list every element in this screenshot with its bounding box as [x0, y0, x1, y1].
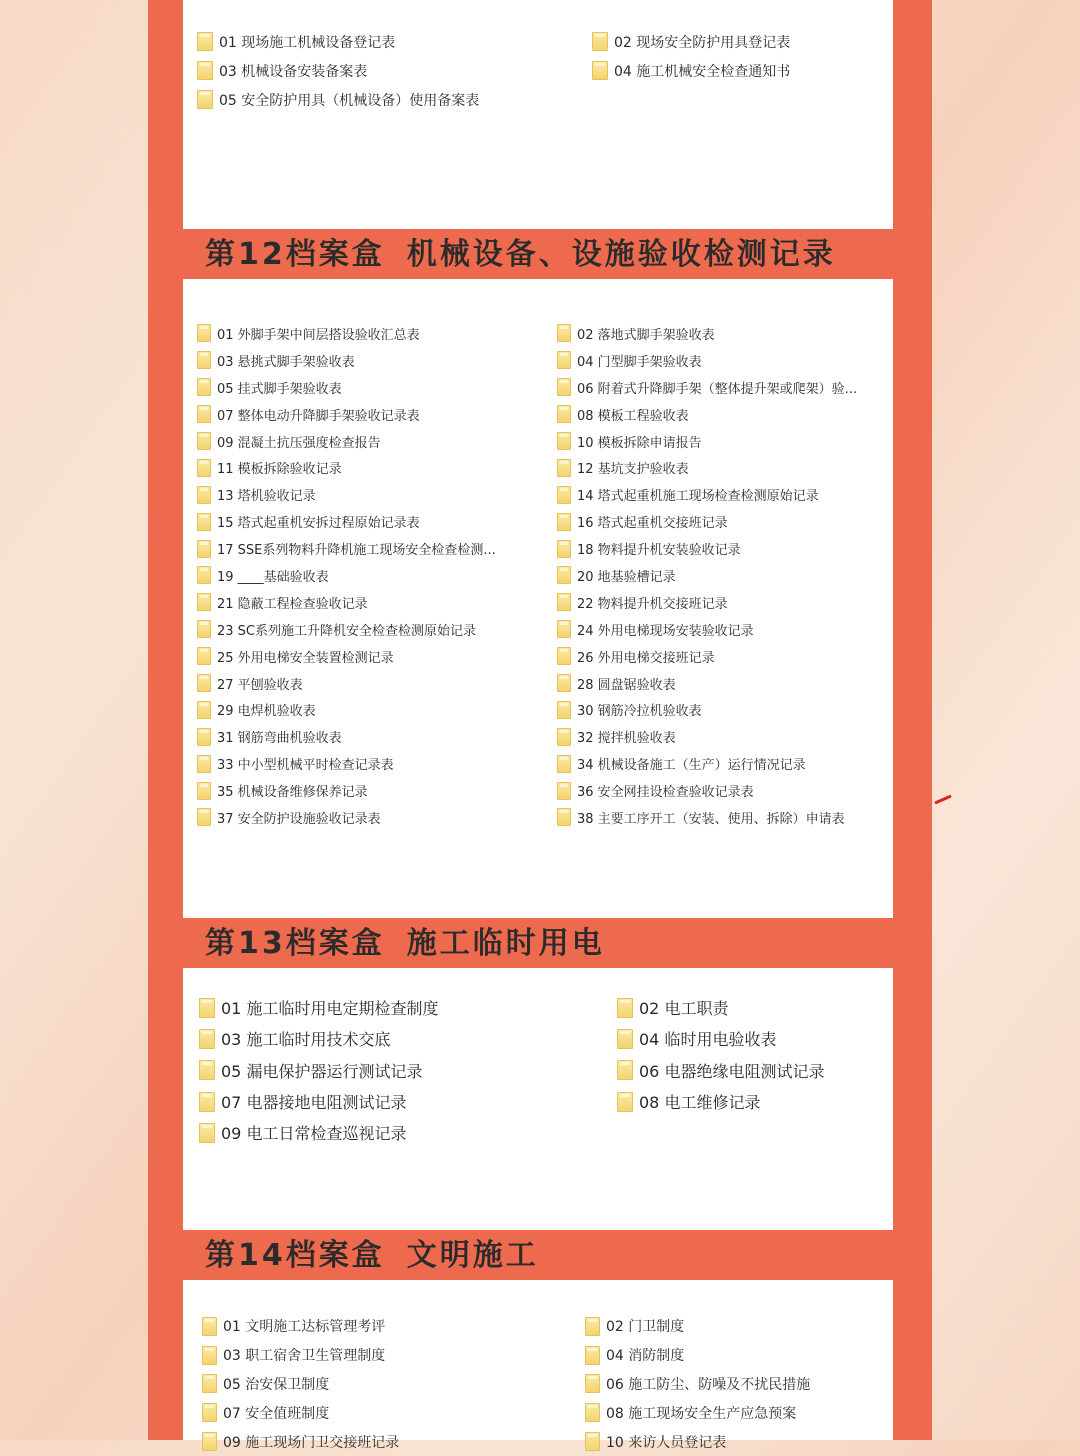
file-item-label: 14 塔式起重机施工现场检查检测原始记录	[577, 489, 819, 505]
file-item[interactable]	[197, 401, 547, 428]
folder-icon	[585, 1403, 600, 1422]
file-item[interactable]	[557, 401, 882, 428]
file-item-label: 38 主要工序开工（安装、使用、拆除）申请表	[577, 811, 845, 827]
file-item[interactable]	[557, 616, 882, 643]
folder-icon	[197, 459, 211, 477]
file-item-label: 04 施工机械安全检查通知书	[614, 63, 791, 80]
folder-icon	[199, 1092, 215, 1112]
file-item-label: 07 整体电动升降脚手架验收记录表	[217, 408, 420, 424]
folder-icon	[197, 728, 211, 746]
file-item[interactable]	[557, 428, 882, 455]
folder-icon	[592, 32, 608, 51]
file-item[interactable]	[197, 535, 547, 562]
file-item-label: 07 安全值班制度	[223, 1405, 330, 1422]
file-item[interactable]	[557, 643, 882, 670]
folder-icon	[557, 593, 571, 611]
folder-icon	[202, 1403, 217, 1422]
file-item-label: 07 电器接地电阻测试记录	[221, 1093, 407, 1113]
file-item-label: 02 门卫制度	[606, 1319, 685, 1336]
file-item[interactable]	[197, 616, 547, 643]
folder-icon	[197, 405, 211, 423]
section-14-left-column	[202, 1312, 572, 1456]
file-item[interactable]	[557, 723, 882, 750]
file-item[interactable]	[592, 56, 882, 85]
file-item[interactable]	[197, 750, 547, 777]
file-item[interactable]	[557, 481, 882, 508]
file-item-label: 04 临时用电验收表	[639, 1030, 777, 1050]
file-item[interactable]	[202, 1370, 572, 1399]
file-item[interactable]	[199, 1055, 599, 1086]
folder-icon	[617, 998, 633, 1018]
file-item-label: 36 安全网挂设检查验收记录表	[577, 785, 754, 801]
folder-icon	[202, 1432, 217, 1451]
folder-icon	[197, 593, 211, 611]
folder-icon	[617, 1029, 633, 1049]
file-item-label: 17 SSE系列物料升降机施工现场安全检查检测...	[217, 543, 496, 559]
folder-icon	[557, 808, 571, 826]
section-13-right-column	[617, 992, 877, 1117]
file-item[interactable]	[202, 1341, 572, 1370]
file-item-label: 03 职工宿舍卫生管理制度	[223, 1348, 386, 1365]
folder-icon	[197, 701, 211, 719]
file-item-label: 10 来访人员登记表	[606, 1434, 727, 1451]
folder-icon	[197, 378, 211, 396]
file-item[interactable]	[585, 1398, 880, 1427]
file-item-label: 21 隐蔽工程检查验收记录	[217, 596, 368, 612]
file-item[interactable]	[199, 1117, 599, 1148]
file-item-label: 01 施工临时用电定期检查制度	[221, 999, 439, 1019]
folder-icon	[557, 459, 571, 477]
file-item-label: 29 电焊机验收表	[217, 704, 316, 720]
file-item-label: 02 落地式脚手架验收表	[577, 327, 715, 343]
file-item-label: 12 基坑支护验收表	[577, 462, 689, 478]
file-item-label: 27 平刨验收表	[217, 677, 303, 693]
file-item-label: 18 物料提升机安装验收记录	[577, 543, 741, 559]
file-item-label: 23 SC系列施工升降机安全检查检测原始记录	[217, 623, 477, 639]
folder-icon	[592, 61, 608, 80]
folder-icon	[557, 540, 571, 558]
folder-icon	[617, 1092, 633, 1112]
file-item-label: 03 施工临时用技术交底	[221, 1030, 391, 1050]
folder-icon	[557, 378, 571, 396]
file-item[interactable]	[199, 1086, 599, 1117]
folder-icon	[585, 1374, 600, 1393]
folder-icon	[197, 782, 211, 800]
file-item[interactable]	[197, 85, 577, 114]
file-item-label: 35 机械设备维修保养记录	[217, 785, 368, 801]
folder-icon	[557, 701, 571, 719]
file-item-label: 01 外脚手架中间层搭设验收汇总表	[217, 327, 420, 343]
folder-icon	[585, 1317, 600, 1336]
file-item[interactable]	[197, 347, 547, 374]
file-item-label: 08 电工维修记录	[639, 1093, 761, 1113]
file-item[interactable]	[557, 374, 882, 401]
section-14-heading	[205, 1230, 539, 1274]
folder-icon	[199, 998, 215, 1018]
file-item[interactable]	[617, 1055, 877, 1086]
folder-icon	[197, 566, 211, 584]
file-item-label: 13 塔机验收记录	[217, 489, 316, 505]
folder-icon	[557, 405, 571, 423]
file-item[interactable]	[197, 723, 547, 750]
file-item[interactable]	[557, 320, 882, 347]
file-item-label: 09 混凝土抗压强度检查报告	[217, 435, 381, 451]
file-item-label: 05 挂式脚手架验收表	[217, 381, 342, 397]
folder-icon	[197, 90, 213, 109]
file-item-label: 28 圆盘锯验收表	[577, 677, 676, 693]
file-item-label: 06 附着式升降脚手架（整体提升架或爬架）验...	[577, 381, 858, 397]
file-item-label: 25 外用电梯安全装置检测记录	[217, 650, 394, 666]
folder-icon	[202, 1346, 217, 1365]
file-item-label: 06 电器绝缘电阻测试记录	[639, 1061, 825, 1081]
file-item-label: 09 施工现场门卫交接班记录	[223, 1434, 400, 1451]
section-12-left-column	[197, 320, 547, 831]
file-item[interactable]	[197, 56, 577, 85]
section-12-heading	[205, 229, 836, 273]
file-item-label: 30 钢筋冷拉机验收表	[577, 704, 702, 720]
file-item[interactable]	[557, 750, 882, 777]
file-item[interactable]	[202, 1398, 572, 1427]
section-11-left-column	[197, 27, 577, 114]
folder-icon	[199, 1029, 215, 1049]
file-item-label: 11 模板拆除验收记录	[217, 462, 342, 478]
file-item[interactable]	[557, 777, 882, 804]
file-item-label: 05 治安保卫制度	[223, 1376, 330, 1393]
file-item-label: 33 中小型机械平时检查记录表	[217, 758, 394, 774]
file-item-label: 10 模板拆除申请报告	[577, 435, 702, 451]
file-item[interactable]	[617, 1023, 877, 1054]
section-11-right-column	[592, 27, 882, 85]
file-item[interactable]	[202, 1427, 572, 1456]
file-item-label: 03 机械设备安装备案表	[219, 63, 368, 80]
folder-icon	[197, 755, 211, 773]
folder-icon	[202, 1374, 217, 1393]
folder-icon	[557, 566, 571, 584]
file-item[interactable]	[557, 696, 882, 723]
file-item-label: 19 ____基础验收表	[217, 569, 329, 585]
file-item[interactable]	[557, 347, 882, 374]
folder-icon	[197, 808, 211, 826]
file-item[interactable]	[557, 804, 882, 831]
folder-icon	[197, 540, 211, 558]
file-item[interactable]	[199, 992, 599, 1023]
file-item-label: 05 安全防护用具（机械设备）使用备案表	[219, 92, 480, 109]
file-item[interactable]	[585, 1427, 880, 1456]
file-item-label: 01 文明施工达标管理考评	[223, 1319, 386, 1336]
file-item[interactable]	[197, 481, 547, 508]
folder-icon	[197, 674, 211, 692]
section-12-box-label: 第12档案盒	[205, 237, 385, 272]
file-item[interactable]	[197, 670, 547, 697]
folder-icon	[197, 620, 211, 638]
file-item[interactable]	[202, 1312, 572, 1341]
file-item-label: 24 外用电梯现场安装验收记录	[577, 623, 754, 639]
file-item[interactable]	[557, 589, 882, 616]
file-item[interactable]	[557, 562, 882, 589]
folder-icon	[585, 1432, 600, 1451]
folder-icon	[197, 647, 211, 665]
folder-icon	[199, 1060, 215, 1080]
folder-icon	[197, 61, 213, 80]
file-item[interactable]	[585, 1312, 880, 1341]
file-item[interactable]	[617, 992, 877, 1023]
file-item[interactable]	[197, 562, 547, 589]
folder-icon	[557, 674, 571, 692]
section-14-box-label: 第14档案盒	[205, 1238, 385, 1273]
folder-icon	[197, 432, 211, 450]
section-14-right-column	[585, 1312, 880, 1456]
section-12-title: 机械设备、设施验收检测记录	[406, 237, 836, 272]
folder-icon	[557, 324, 571, 342]
file-item[interactable]	[197, 508, 547, 535]
folder-icon	[557, 351, 571, 369]
folder-icon	[197, 351, 211, 369]
file-item-label: 16 塔式起重机交接班记录	[577, 516, 728, 532]
folder-icon	[197, 486, 211, 504]
section-13-title: 施工临时用电	[406, 926, 605, 961]
file-item-label: 02 电工职责	[639, 999, 729, 1019]
file-item[interactable]	[557, 670, 882, 697]
file-item[interactable]	[557, 535, 882, 562]
file-item-label: 34 机械设备施工（生产）运行情况记录	[577, 758, 806, 774]
folder-icon	[197, 513, 211, 531]
folder-icon	[197, 324, 211, 342]
folder-icon	[617, 1060, 633, 1080]
file-item-label: 37 安全防护设施验收记录表	[217, 811, 381, 827]
file-item[interactable]	[585, 1370, 880, 1399]
folder-icon	[197, 32, 213, 51]
file-item-label: 32 搅拌机验收表	[577, 731, 676, 747]
file-item[interactable]	[197, 27, 577, 56]
file-item-label: 08 施工现场安全生产应急预案	[606, 1405, 797, 1422]
file-item[interactable]	[592, 27, 882, 56]
file-item-label: 26 外用电梯交接班记录	[577, 650, 715, 666]
file-item[interactable]	[197, 454, 547, 481]
folder-icon	[557, 647, 571, 665]
file-item-label: 03 悬挑式脚手架验收表	[217, 354, 355, 370]
folder-icon	[199, 1123, 215, 1143]
file-item-label: 31 钢筋弯曲机验收表	[217, 731, 342, 747]
file-item[interactable]	[197, 777, 547, 804]
section-13-box-label: 第13档案盒	[205, 926, 385, 961]
file-item[interactable]	[197, 320, 547, 347]
file-item[interactable]	[617, 1086, 877, 1117]
file-item[interactable]	[585, 1341, 880, 1370]
file-item-label: 05 漏电保护器运行测试记录	[221, 1061, 423, 1081]
file-item-label: 09 电工日常检查巡视记录	[221, 1124, 407, 1144]
file-item[interactable]	[197, 589, 547, 616]
folder-icon	[557, 486, 571, 504]
section-13-left-column	[199, 992, 599, 1148]
file-item[interactable]	[557, 454, 882, 481]
file-item[interactable]	[197, 643, 547, 670]
file-item-label: 04 门型脚手架验收表	[577, 354, 702, 370]
file-item-label: 22 物料提升机交接班记录	[577, 596, 728, 612]
folder-icon	[557, 513, 571, 531]
file-item-label: 04 消防制度	[606, 1348, 685, 1365]
file-item-label: 01 现场施工机械设备登记表	[219, 34, 396, 51]
file-item-label: 20 地基验槽记录	[577, 569, 676, 585]
folder-icon	[557, 620, 571, 638]
file-item[interactable]	[197, 696, 547, 723]
folder-icon	[202, 1317, 217, 1336]
file-item[interactable]	[557, 508, 882, 535]
section-14-title: 文明施工	[406, 1238, 539, 1273]
file-item-label: 08 模板工程验收表	[577, 408, 689, 424]
red-pen-mark	[934, 794, 952, 804]
folder-icon	[557, 782, 571, 800]
file-item[interactable]	[199, 1023, 599, 1054]
folder-icon	[585, 1346, 600, 1365]
file-item[interactable]	[197, 428, 547, 455]
section-13-heading	[205, 918, 605, 962]
file-item[interactable]	[197, 374, 547, 401]
file-item-label: 02 现场安全防护用具登记表	[614, 34, 791, 51]
file-item[interactable]	[197, 804, 547, 831]
folder-icon	[557, 432, 571, 450]
folder-icon	[557, 755, 571, 773]
file-item-label: 06 施工防尘、防噪及不扰民措施	[606, 1376, 811, 1393]
section-12-right-column	[557, 320, 882, 831]
folder-icon	[557, 728, 571, 746]
file-item-label: 15 塔式起重机安拆过程原始记录表	[217, 516, 420, 532]
